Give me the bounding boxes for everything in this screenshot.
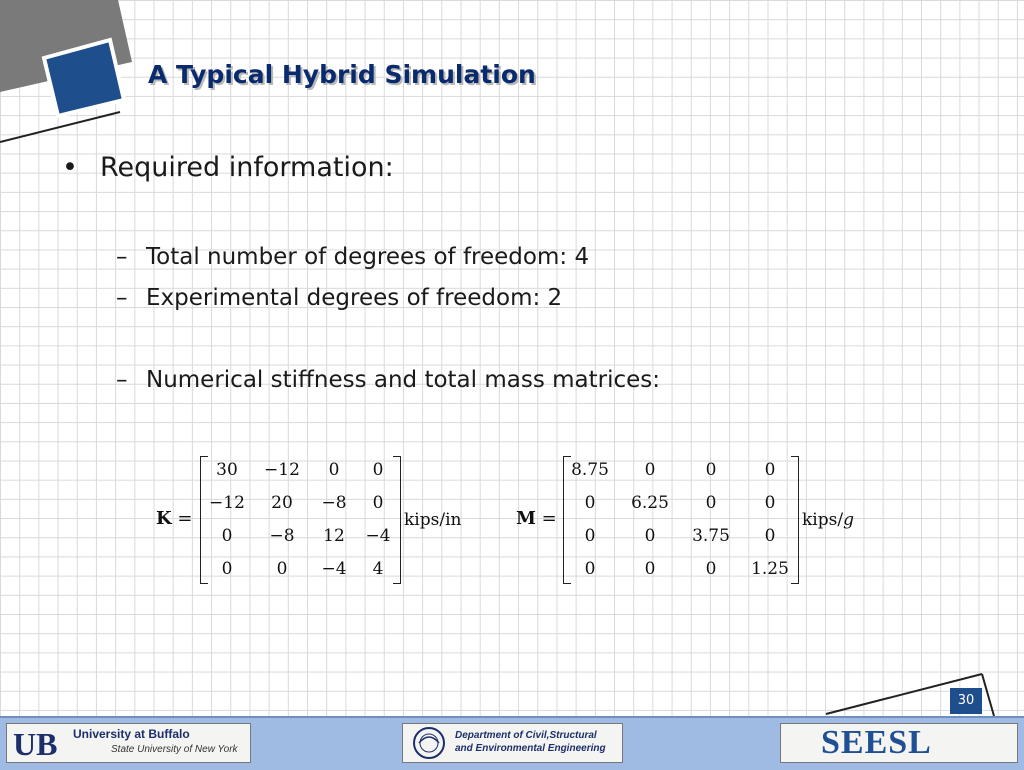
- department-text: [455, 729, 606, 755]
- seesl-text: SEESL: [821, 724, 932, 761]
- matrix-cell: 0: [221, 559, 233, 579]
- subpoint-text: Total number of degrees of freedom: 4: [146, 244, 590, 270]
- matrix-cell: −8: [321, 493, 347, 513]
- matrix-cell: 0: [328, 460, 340, 480]
- matrix-cell: 8.75: [571, 460, 609, 480]
- stiffness-symbol: K =: [156, 508, 193, 529]
- bullet-glyph: •: [62, 152, 78, 183]
- slide-number: 30: [950, 688, 982, 714]
- mass-symbol: M =: [516, 508, 557, 529]
- ub-monogram-icon: [11, 725, 71, 761]
- matrix-cell: 0: [372, 493, 384, 513]
- matrix-cell: −4: [365, 526, 391, 546]
- ub-name: University at Buffalo: [73, 727, 190, 741]
- matrix-cell: 4: [372, 559, 384, 579]
- matrix-cell: 30: [216, 460, 238, 480]
- corner-line: [982, 674, 994, 716]
- dash-glyph: –: [116, 244, 128, 270]
- ub-text: [73, 727, 238, 755]
- ub-logo: [6, 723, 251, 763]
- department-line-1: Department of Civil,Structural: [455, 730, 597, 741]
- matrix-cell: 0: [644, 559, 656, 579]
- matrix-cell: 0: [644, 526, 656, 546]
- matrix-cell: 0: [276, 559, 288, 579]
- matrix-cell: 0: [764, 526, 776, 546]
- matrix-cell: 0: [584, 493, 596, 513]
- matrix-cell: 0: [764, 460, 776, 480]
- matrix-cell: −4: [321, 559, 347, 579]
- subpoint-experimental: [116, 285, 562, 311]
- seesl-logo: [780, 723, 1018, 763]
- matrix-cell: −8: [269, 526, 295, 546]
- main-bullet: [62, 152, 394, 183]
- matrix-cell: −12: [209, 493, 245, 513]
- matrix-cell: 0: [584, 526, 596, 546]
- matrix-cell: 20: [271, 493, 293, 513]
- subpoint-dof: [116, 244, 589, 270]
- matrix-cell: 0: [584, 559, 596, 579]
- subpoint-matrices: [116, 367, 660, 393]
- matrix-cell: 0: [705, 559, 717, 579]
- department-logo: [402, 723, 623, 763]
- matrix-cell: 0: [705, 493, 717, 513]
- mass-units: kips/g: [802, 510, 854, 530]
- slide-title: A Typical Hybrid Simulation: [148, 60, 536, 89]
- department-seal-icon: [406, 725, 452, 761]
- bullet-text: Required information:: [100, 152, 394, 183]
- matrix-cell: 1.25: [751, 559, 789, 579]
- matrix-cell: 3.75: [692, 526, 730, 546]
- matrix-cell: 0: [644, 460, 656, 480]
- matrix-cell: 12: [323, 526, 345, 546]
- matrix-cell: 0: [705, 460, 717, 480]
- mass-matrix: [563, 456, 798, 582]
- dash-glyph: –: [116, 367, 128, 393]
- ub-subtitle: State University of New York: [111, 744, 238, 755]
- matrix-cell: 6.25: [631, 493, 669, 513]
- department-line-2: and Environmental Engineering: [455, 743, 606, 754]
- dash-glyph: –: [116, 285, 128, 311]
- subpoint-text: Numerical stiffness and total mass matrices:: [146, 367, 661, 393]
- svg-text:UB: UB: [13, 726, 58, 761]
- stiffness-units: kips/in: [404, 510, 462, 530]
- page-corner-line: [820, 668, 1024, 718]
- stiffness-matrix: [200, 456, 400, 582]
- matrix-cell: −12: [264, 460, 300, 480]
- matrix-cell: 0: [372, 460, 384, 480]
- matrix-cell: 0: [764, 493, 776, 513]
- subpoint-text: Experimental degrees of freedom: 2: [146, 285, 563, 311]
- matrix-cell: 0: [221, 526, 233, 546]
